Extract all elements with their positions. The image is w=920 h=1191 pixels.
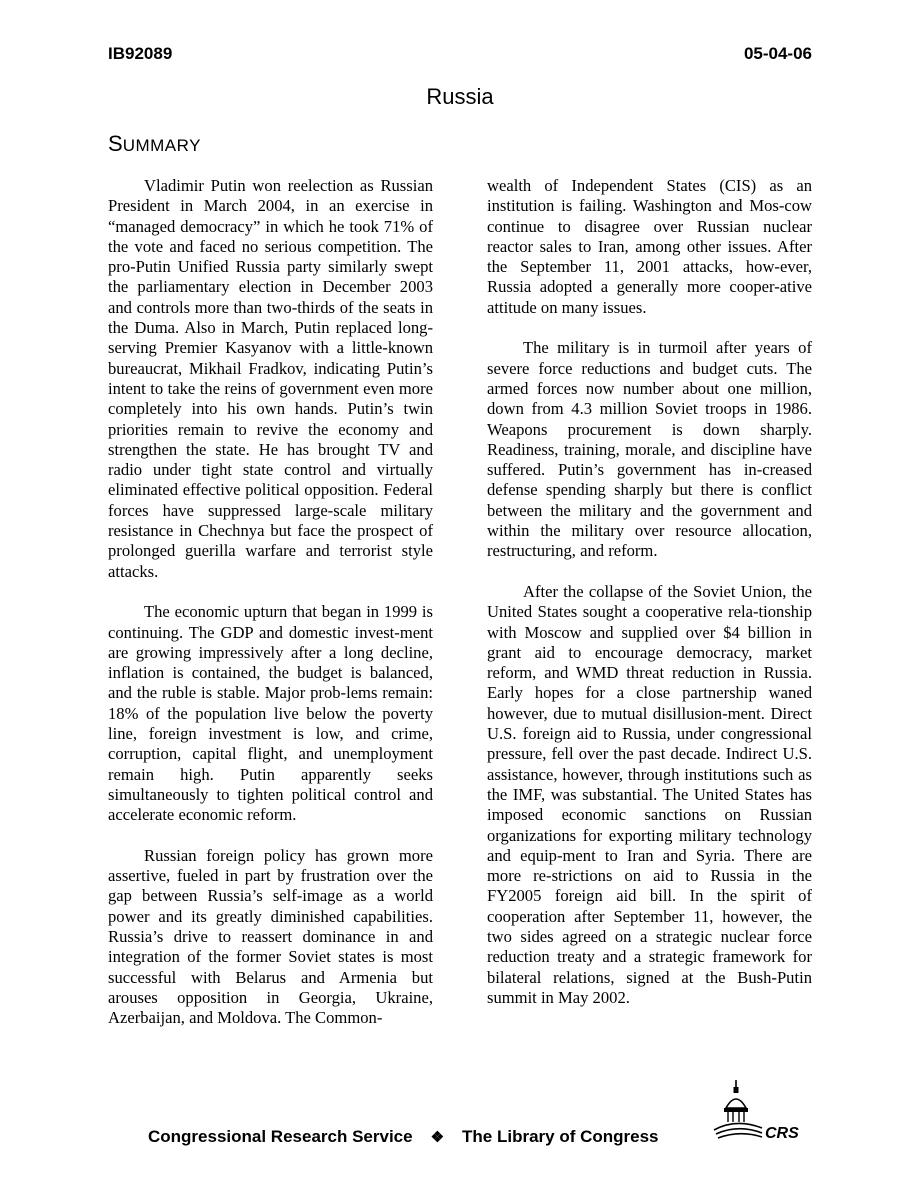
paragraph: The military is in turmoil after years of severe force reductions and budget cuts. The armed forces now number about one million, down from 4.3 million Soviet troops in 1986. Weapons procurement is down sharply. Readiness, training, morale, and discipline have suffered. Putin’s government has in-creased defense spending sharply but there is conflict between the military and the government and within the military over resource allocation, restructuring, and reform. [487, 338, 812, 561]
section-heading-cap: S [108, 131, 123, 156]
paragraph: The economic upturn that began in 1999 is continuing. The GDP and domestic invest-ment are growing impressively after a long decline, inflation is contained, the budget is balanced, and the ruble is stable. Major prob-lems remain: 18% of the population live below the poverty line, foreign investment is low, and crime, corruption, capital flight, and unemployment remain high. Putin apparently seeks simultaneously to tighten political control and accelerate economic reform. [108, 602, 433, 825]
paragraph: Vladimir Putin won reelection as Russian President in March 2004, in an exercise in “managed democracy” in which he took 71% of the vote and faced no serious competition. The pro-Putin Unified Russia party similarly swept the parliamentary election in December 2003 and controls more than two-thirds of the seats in the Duma. Also in March, Putin replaced long-serving Premier Kasyanov with a little-known bureaucrat, Mikhail Fradkov, indicating Putin’s intent to take the reins of government even more completely into his own hands. Putin’s twin priorities remain to revive the economy and strengthen the state. He has brought TV and radio under tight state control and virtually eliminated effective political opposition. Federal forces have suppressed large-scale military resistance in Chechnya but face the prospect of prolonged guerilla warfare and terrorist style attacks. [108, 176, 433, 581]
document-id: IB92089 [108, 44, 173, 63]
section-heading-rest: UMMARY [122, 136, 201, 155]
footer [148, 1126, 659, 1149]
paragraph-continued: wealth of Independent States (CIS) as an institution is failing. Washington and Mos-cow continue to disagree over Russian nuclear reactor sales to Iran, among other issues. After the September 11, 2001 attacks, how-ever, Russia adopted a generally more cooper-ative attitude on many issues. [487, 176, 812, 317]
footer-library: The Library of Congress [462, 1127, 659, 1146]
section-heading [108, 131, 201, 159]
page-title: Russia [426, 84, 494, 109]
right-column [487, 176, 812, 1008]
crs-logo-text: CRS [765, 1125, 799, 1142]
footer-publisher: Congressional Research Service [148, 1127, 413, 1146]
paragraph: After the collapse of the Soviet Union, the United States sought a cooperative rela-tionship with Moscow and supplied over $4 billion in grant aid to encourage democracy, market reform, and WMD threat reduction in Russia. Early hopes for a close partnership waned however, due to mutual disillusion-ment. Direct U.S. foreign aid to Russia, under congressional pressure, fell over the past decade. Indirect U.S. assistance, however, through institutions such as the IMF, was substantial. The United States has imposed economic sanctions on Russian organizations for exporting military technology and equip-ment to Iran and Syria. There are more re-strictions on aid to Russia in the FY2005 foreign aid bill. In the spirit of cooperation after September 11, however, the two sides agreed on a strategic nuclear force reduction treaty and a strategic framework for bilateral relations, signed at the Bush-Putin summit in May 2002. [487, 581, 812, 1007]
footer-separator: ❖ [430, 1129, 445, 1146]
left-column [108, 176, 433, 1028]
paragraph: Russian foreign policy has grown more assertive, fueled in part by frustration over the gap between Russia’s self-image as a world power and its greatly diminished capabilities. Russia’s drive to reassert dominance in and integration of the former Soviet states is most successful with Belarus and Armenia but arouses opposition in Georgia, Ukraine, Azerbaijan, and Moldova. The Common- [108, 845, 433, 1028]
document-date: 05-04-06 [743, 44, 812, 63]
